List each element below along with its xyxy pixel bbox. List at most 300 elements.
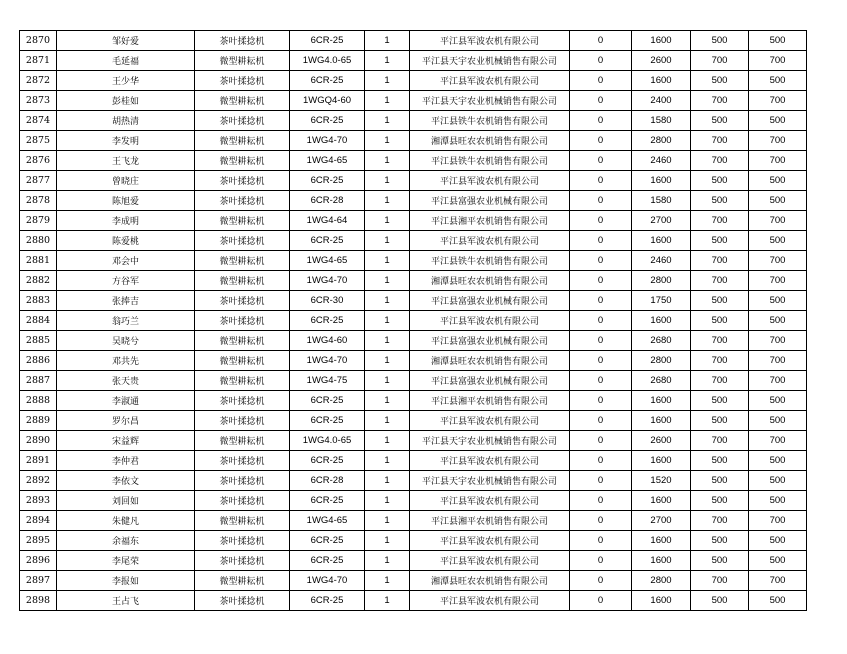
cell-col-zero: 0 [570, 511, 632, 531]
cell-row-number: 2895 [20, 531, 57, 551]
table-row [20, 211, 807, 231]
cell-row-number: 2872 [20, 71, 57, 91]
cell-machine-type: 茶叶揉捻机 [195, 191, 290, 211]
cell-applicant-name: 翁巧兰 [57, 311, 195, 331]
cell-model: 1WGQ4-60 [290, 91, 365, 111]
cell-machine-type: 茶叶揉捻机 [195, 451, 290, 471]
cell-applicant-name: 余福东 [57, 531, 195, 551]
cell-applicant-name: 邓会中 [57, 251, 195, 271]
cell-subsidy-a: 500 [691, 71, 749, 91]
table-row [20, 51, 807, 71]
cell-subsidy-b: 500 [749, 471, 807, 491]
cell-subsidy-b: 500 [749, 451, 807, 471]
cell-col-zero: 0 [570, 91, 632, 111]
cell-col-zero: 0 [570, 551, 632, 571]
cell-dealer: 平江县军波农机有限公司 [410, 451, 570, 471]
cell-price: 1600 [632, 31, 691, 51]
cell-subsidy-a: 500 [691, 491, 749, 511]
cell-subsidy-b: 700 [749, 251, 807, 271]
cell-quantity: 1 [365, 291, 410, 311]
cell-model: 6CR-25 [290, 591, 365, 611]
cell-quantity: 1 [365, 171, 410, 191]
cell-model: 6CR-28 [290, 191, 365, 211]
cell-model: 6CR-25 [290, 531, 365, 551]
cell-dealer: 平江县铁牛农机销售有限公司 [410, 111, 570, 131]
table-row [20, 271, 807, 291]
cell-col-zero: 0 [570, 271, 632, 291]
cell-machine-type: 茶叶揉捻机 [195, 471, 290, 491]
cell-subsidy-a: 500 [691, 231, 749, 251]
cell-quantity: 1 [365, 271, 410, 291]
cell-dealer: 平江县富强农业机械有限公司 [410, 291, 570, 311]
cell-row-number: 2884 [20, 311, 57, 331]
cell-model: 1WG4-70 [290, 271, 365, 291]
cell-price: 1600 [632, 551, 691, 571]
cell-applicant-name: 邓共先 [57, 351, 195, 371]
cell-machine-type: 茶叶揉捻机 [195, 231, 290, 251]
cell-model: 1WG4-75 [290, 371, 365, 391]
subsidy-table [19, 30, 807, 611]
cell-subsidy-a: 700 [691, 151, 749, 171]
cell-machine-type: 微型耕耘机 [195, 431, 290, 451]
cell-row-number: 2893 [20, 491, 57, 511]
cell-applicant-name: 张捧吉 [57, 291, 195, 311]
cell-subsidy-a: 700 [691, 431, 749, 451]
cell-subsidy-a: 700 [691, 51, 749, 71]
cell-applicant-name: 朱健凡 [57, 511, 195, 531]
cell-applicant-name: 张天贵 [57, 371, 195, 391]
cell-subsidy-b: 700 [749, 371, 807, 391]
cell-price: 1600 [632, 491, 691, 511]
cell-machine-type: 茶叶揉捻机 [195, 391, 290, 411]
cell-dealer: 平江县军波农机有限公司 [410, 551, 570, 571]
cell-col-zero: 0 [570, 391, 632, 411]
cell-quantity: 1 [365, 511, 410, 531]
table-row [20, 471, 807, 491]
cell-row-number: 2888 [20, 391, 57, 411]
cell-quantity: 1 [365, 551, 410, 571]
cell-subsidy-b: 700 [749, 51, 807, 71]
cell-model: 1WG4-70 [290, 351, 365, 371]
cell-subsidy-b: 700 [749, 351, 807, 371]
cell-quantity: 1 [365, 351, 410, 371]
cell-machine-type: 微型耕耘机 [195, 151, 290, 171]
cell-machine-type: 微型耕耘机 [195, 131, 290, 151]
cell-subsidy-a: 700 [691, 91, 749, 111]
cell-price: 1600 [632, 71, 691, 91]
table-row [20, 71, 807, 91]
cell-subsidy-b: 500 [749, 531, 807, 551]
cell-subsidy-b: 700 [749, 91, 807, 111]
cell-machine-type: 茶叶揉捻机 [195, 591, 290, 611]
cell-col-zero: 0 [570, 311, 632, 331]
cell-dealer: 湘潭县旺农农机销售有限公司 [410, 571, 570, 591]
cell-row-number: 2879 [20, 211, 57, 231]
cell-col-zero: 0 [570, 71, 632, 91]
cell-dealer: 湘潭县旺农农机销售有限公司 [410, 131, 570, 151]
cell-quantity: 1 [365, 591, 410, 611]
cell-model: 6CR-28 [290, 471, 365, 491]
cell-price: 1600 [632, 591, 691, 611]
cell-dealer: 平江县军波农机有限公司 [410, 491, 570, 511]
cell-price: 1600 [632, 531, 691, 551]
cell-col-zero: 0 [570, 171, 632, 191]
cell-subsidy-a: 500 [691, 411, 749, 431]
cell-machine-type: 茶叶揉捻机 [195, 171, 290, 191]
cell-quantity: 1 [365, 231, 410, 251]
cell-dealer: 湘潭县旺农农机销售有限公司 [410, 271, 570, 291]
table-row [20, 551, 807, 571]
cell-price: 2400 [632, 91, 691, 111]
cell-model: 6CR-30 [290, 291, 365, 311]
cell-subsidy-a: 500 [691, 531, 749, 551]
cell-row-number: 2878 [20, 191, 57, 211]
cell-applicant-name: 曾晓庄 [57, 171, 195, 191]
cell-dealer: 湘潭县旺农农机销售有限公司 [410, 351, 570, 371]
cell-col-zero: 0 [570, 571, 632, 591]
cell-row-number: 2891 [20, 451, 57, 471]
table-row [20, 331, 807, 351]
cell-subsidy-b: 500 [749, 291, 807, 311]
cell-subsidy-a: 700 [691, 511, 749, 531]
cell-quantity: 1 [365, 371, 410, 391]
cell-dealer: 平江县军波农机有限公司 [410, 231, 570, 251]
cell-subsidy-b: 500 [749, 111, 807, 131]
cell-machine-type: 微型耕耘机 [195, 211, 290, 231]
cell-row-number: 2874 [20, 111, 57, 131]
cell-subsidy-b: 700 [749, 151, 807, 171]
cell-col-zero: 0 [570, 51, 632, 71]
cell-dealer: 平江县军波农机有限公司 [410, 311, 570, 331]
cell-quantity: 1 [365, 31, 410, 51]
cell-col-zero: 0 [570, 131, 632, 151]
table-row [20, 191, 807, 211]
cell-row-number: 2877 [20, 171, 57, 191]
cell-machine-type: 茶叶揉捻机 [195, 531, 290, 551]
cell-model: 6CR-25 [290, 71, 365, 91]
cell-col-zero: 0 [570, 451, 632, 471]
cell-price: 1520 [632, 471, 691, 491]
cell-price: 2700 [632, 511, 691, 531]
cell-col-zero: 0 [570, 191, 632, 211]
cell-subsidy-a: 700 [691, 351, 749, 371]
cell-subsidy-b: 500 [749, 391, 807, 411]
cell-model: 1WG4.0-65 [290, 51, 365, 71]
cell-model: 6CR-25 [290, 491, 365, 511]
cell-row-number: 2875 [20, 131, 57, 151]
cell-model: 1WG4-65 [290, 151, 365, 171]
cell-quantity: 1 [365, 431, 410, 451]
cell-row-number: 2892 [20, 471, 57, 491]
cell-row-number: 2896 [20, 551, 57, 571]
cell-col-zero: 0 [570, 431, 632, 451]
cell-subsidy-b: 500 [749, 31, 807, 51]
cell-row-number: 2886 [20, 351, 57, 371]
cell-row-number: 2881 [20, 251, 57, 271]
cell-quantity: 1 [365, 411, 410, 431]
cell-price: 2680 [632, 331, 691, 351]
cell-machine-type: 微型耕耘机 [195, 51, 290, 71]
cell-quantity: 1 [365, 251, 410, 271]
cell-model: 6CR-25 [290, 231, 365, 251]
cell-col-zero: 0 [570, 31, 632, 51]
cell-machine-type: 微型耕耘机 [195, 511, 290, 531]
cell-subsidy-b: 500 [749, 591, 807, 611]
cell-subsidy-b: 700 [749, 431, 807, 451]
cell-model: 6CR-25 [290, 411, 365, 431]
table-row [20, 531, 807, 551]
cell-applicant-name: 邹好爱 [57, 31, 195, 51]
cell-applicant-name: 陈爱桃 [57, 231, 195, 251]
cell-col-zero: 0 [570, 151, 632, 171]
cell-subsidy-a: 500 [691, 111, 749, 131]
cell-row-number: 2883 [20, 291, 57, 311]
cell-col-zero: 0 [570, 331, 632, 351]
cell-applicant-name: 李成明 [57, 211, 195, 231]
table-body [20, 31, 807, 611]
cell-machine-type: 茶叶揉捻机 [195, 491, 290, 511]
cell-col-zero: 0 [570, 491, 632, 511]
cell-subsidy-a: 500 [691, 471, 749, 491]
cell-row-number: 2873 [20, 91, 57, 111]
cell-machine-type: 微型耕耘机 [195, 351, 290, 371]
cell-machine-type: 茶叶揉捻机 [195, 291, 290, 311]
cell-model: 1WG4-64 [290, 211, 365, 231]
table-row [20, 111, 807, 131]
cell-price: 1580 [632, 191, 691, 211]
cell-dealer: 平江县军波农机有限公司 [410, 411, 570, 431]
cell-model: 6CR-25 [290, 311, 365, 331]
cell-price: 1750 [632, 291, 691, 311]
cell-price: 1600 [632, 231, 691, 251]
cell-row-number: 2894 [20, 511, 57, 531]
cell-subsidy-b: 500 [749, 171, 807, 191]
cell-machine-type: 微型耕耘机 [195, 571, 290, 591]
cell-subsidy-b: 700 [749, 511, 807, 531]
cell-machine-type: 微型耕耘机 [195, 251, 290, 271]
cell-price: 2600 [632, 431, 691, 451]
cell-quantity: 1 [365, 491, 410, 511]
cell-model: 6CR-25 [290, 551, 365, 571]
cell-subsidy-a: 500 [691, 591, 749, 611]
cell-dealer: 平江县富强农业机械有限公司 [410, 191, 570, 211]
cell-price: 2800 [632, 351, 691, 371]
cell-row-number: 2876 [20, 151, 57, 171]
cell-quantity: 1 [365, 91, 410, 111]
cell-dealer: 平江县富强农业机械有限公司 [410, 331, 570, 351]
cell-row-number: 2880 [20, 231, 57, 251]
cell-subsidy-b: 700 [749, 331, 807, 351]
table-row [20, 131, 807, 151]
cell-quantity: 1 [365, 111, 410, 131]
cell-model: 6CR-25 [290, 111, 365, 131]
cell-applicant-name: 王飞龙 [57, 151, 195, 171]
cell-subsidy-a: 700 [691, 331, 749, 351]
cell-col-zero: 0 [570, 371, 632, 391]
cell-price: 1580 [632, 111, 691, 131]
table-row [20, 311, 807, 331]
cell-subsidy-b: 500 [749, 191, 807, 211]
cell-row-number: 2890 [20, 431, 57, 451]
cell-price: 2800 [632, 571, 691, 591]
cell-subsidy-a: 500 [691, 551, 749, 571]
cell-row-number: 2882 [20, 271, 57, 291]
cell-dealer: 平江县军波农机有限公司 [410, 31, 570, 51]
cell-subsidy-b: 500 [749, 551, 807, 571]
cell-subsidy-b: 700 [749, 571, 807, 591]
table-row [20, 91, 807, 111]
cell-subsidy-b: 500 [749, 411, 807, 431]
cell-dealer: 平江县军波农机有限公司 [410, 591, 570, 611]
cell-quantity: 1 [365, 71, 410, 91]
cell-model: 1WG4-60 [290, 331, 365, 351]
cell-price: 1600 [632, 411, 691, 431]
cell-quantity: 1 [365, 331, 410, 351]
cell-quantity: 1 [365, 311, 410, 331]
cell-col-zero: 0 [570, 111, 632, 131]
cell-machine-type: 微型耕耘机 [195, 371, 290, 391]
cell-subsidy-a: 500 [691, 451, 749, 471]
cell-row-number: 2897 [20, 571, 57, 591]
table-row [20, 291, 807, 311]
table-row [20, 451, 807, 471]
cell-price: 2680 [632, 371, 691, 391]
cell-applicant-name: 宋益辉 [57, 431, 195, 451]
cell-applicant-name: 李报如 [57, 571, 195, 591]
cell-subsidy-a: 700 [691, 251, 749, 271]
cell-applicant-name: 王少华 [57, 71, 195, 91]
cell-subsidy-a: 700 [691, 371, 749, 391]
cell-dealer: 平江县军波农机有限公司 [410, 531, 570, 551]
cell-quantity: 1 [365, 51, 410, 71]
cell-dealer: 平江县湘平农机销售有限公司 [410, 211, 570, 231]
cell-price: 1600 [632, 171, 691, 191]
cell-applicant-name: 陈旭爱 [57, 191, 195, 211]
table-row [20, 251, 807, 271]
cell-price: 2460 [632, 251, 691, 271]
cell-model: 1WG4-70 [290, 571, 365, 591]
cell-model: 6CR-25 [290, 171, 365, 191]
table-row [20, 371, 807, 391]
cell-applicant-name: 李发明 [57, 131, 195, 151]
cell-dealer: 平江县军波农机有限公司 [410, 71, 570, 91]
cell-subsidy-b: 500 [749, 71, 807, 91]
cell-row-number: 2885 [20, 331, 57, 351]
cell-applicant-name: 吴晓兮 [57, 331, 195, 351]
cell-quantity: 1 [365, 131, 410, 151]
table-row [20, 391, 807, 411]
cell-col-zero: 0 [570, 411, 632, 431]
cell-price: 2700 [632, 211, 691, 231]
cell-quantity: 1 [365, 571, 410, 591]
cell-price: 1600 [632, 391, 691, 411]
cell-quantity: 1 [365, 191, 410, 211]
cell-quantity: 1 [365, 471, 410, 491]
cell-subsidy-a: 500 [691, 31, 749, 51]
table-row [20, 411, 807, 431]
cell-subsidy-a: 700 [691, 271, 749, 291]
cell-dealer: 平江县湘平农机销售有限公司 [410, 391, 570, 411]
cell-subsidy-a: 500 [691, 311, 749, 331]
cell-model: 1WG4-65 [290, 251, 365, 271]
cell-subsidy-a: 500 [691, 191, 749, 211]
cell-machine-type: 微型耕耘机 [195, 331, 290, 351]
cell-machine-type: 茶叶揉捻机 [195, 71, 290, 91]
cell-machine-type: 茶叶揉捻机 [195, 111, 290, 131]
cell-dealer: 平江县天宇农业机械销售有限公司 [410, 431, 570, 451]
cell-col-zero: 0 [570, 531, 632, 551]
cell-machine-type: 微型耕耘机 [195, 271, 290, 291]
cell-quantity: 1 [365, 211, 410, 231]
cell-applicant-name: 李仲君 [57, 451, 195, 471]
table-row [20, 351, 807, 371]
cell-subsidy-b: 500 [749, 491, 807, 511]
cell-applicant-name: 李依文 [57, 471, 195, 491]
cell-dealer: 平江县天宇农业机械销售有限公司 [410, 91, 570, 111]
cell-applicant-name: 李尾荣 [57, 551, 195, 571]
cell-machine-type: 微型耕耘机 [195, 91, 290, 111]
cell-subsidy-a: 500 [691, 391, 749, 411]
cell-col-zero: 0 [570, 291, 632, 311]
cell-row-number: 2887 [20, 371, 57, 391]
cell-row-number: 2898 [20, 591, 57, 611]
cell-model: 6CR-25 [290, 31, 365, 51]
cell-model: 1WG4.0-65 [290, 431, 365, 451]
cell-subsidy-a: 700 [691, 571, 749, 591]
cell-applicant-name: 方谷军 [57, 271, 195, 291]
cell-subsidy-b: 500 [749, 311, 807, 331]
cell-applicant-name: 毛延福 [57, 51, 195, 71]
cell-applicant-name: 彭桂如 [57, 91, 195, 111]
cell-subsidy-a: 500 [691, 171, 749, 191]
cell-applicant-name: 罗尔昌 [57, 411, 195, 431]
cell-col-zero: 0 [570, 591, 632, 611]
cell-col-zero: 0 [570, 351, 632, 371]
cell-applicant-name: 王占飞 [57, 591, 195, 611]
cell-price: 2600 [632, 51, 691, 71]
cell-dealer: 平江县富强农业机械有限公司 [410, 371, 570, 391]
cell-quantity: 1 [365, 391, 410, 411]
cell-price: 1600 [632, 311, 691, 331]
cell-row-number: 2870 [20, 31, 57, 51]
cell-price: 1600 [632, 451, 691, 471]
cell-subsidy-a: 700 [691, 211, 749, 231]
cell-model: 6CR-25 [290, 451, 365, 471]
cell-applicant-name: 李淑通 [57, 391, 195, 411]
cell-subsidy-b: 700 [749, 131, 807, 151]
cell-subsidy-b: 500 [749, 231, 807, 251]
cell-model: 6CR-25 [290, 391, 365, 411]
cell-model: 1WG4-70 [290, 131, 365, 151]
table-row [20, 511, 807, 531]
cell-subsidy-a: 700 [691, 131, 749, 151]
cell-quantity: 1 [365, 531, 410, 551]
cell-price: 2800 [632, 271, 691, 291]
cell-quantity: 1 [365, 151, 410, 171]
cell-machine-type: 茶叶揉捻机 [195, 551, 290, 571]
table-row [20, 571, 807, 591]
cell-dealer: 平江县天宇农业机械销售有限公司 [410, 51, 570, 71]
table-row [20, 591, 807, 611]
cell-col-zero: 0 [570, 231, 632, 251]
cell-col-zero: 0 [570, 251, 632, 271]
cell-row-number: 2889 [20, 411, 57, 431]
cell-quantity: 1 [365, 451, 410, 471]
cell-subsidy-a: 500 [691, 291, 749, 311]
table-row [20, 171, 807, 191]
table-row [20, 431, 807, 451]
cell-machine-type: 茶叶揉捻机 [195, 311, 290, 331]
